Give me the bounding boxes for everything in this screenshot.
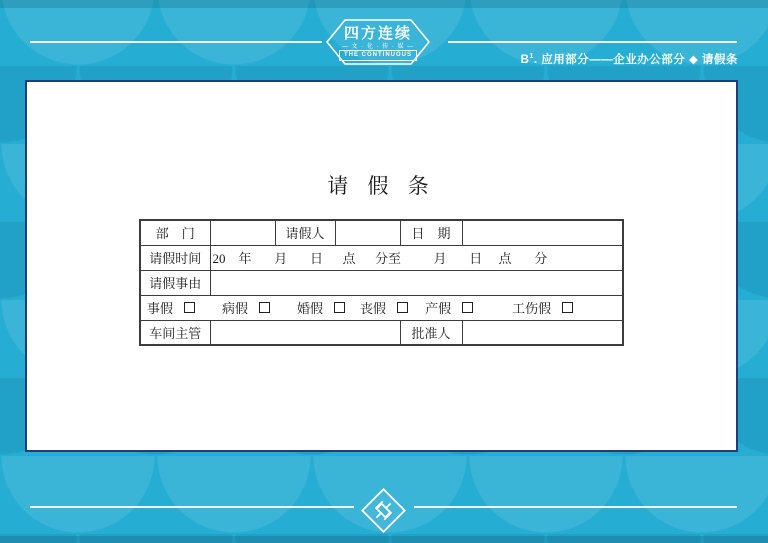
brand-title: 四方连续	[343, 25, 412, 42]
leave-type-bereavement-label: 丧假	[360, 301, 387, 316]
leave-reason-input-cell[interactable]	[210, 270, 623, 295]
breadcrumb-superscript: 1	[529, 53, 534, 61]
bottom-edge-strip	[0, 536, 768, 543]
footer-divider-left	[30, 506, 354, 508]
table-row	[140, 270, 623, 295]
supervisor-label: 车间主管	[140, 320, 210, 345]
dept-label: 部 门	[140, 220, 210, 245]
footer-diamond-logo	[360, 487, 407, 534]
leave-type-personal-label: 事假	[147, 301, 174, 316]
leave-reason-label: 请假事由	[140, 270, 210, 295]
leave-type-maternity-label: 产假	[425, 301, 452, 316]
table-row	[140, 320, 623, 345]
checkbox-maternity[interactable]	[462, 302, 473, 313]
header-divider-right	[448, 41, 737, 43]
requester-label: 请假人	[275, 220, 335, 245]
requester-input-cell[interactable]	[335, 220, 400, 245]
leave-type-cell	[140, 295, 623, 320]
supervisor-input-cell[interactable]	[210, 320, 400, 345]
checkbox-sick[interactable]	[259, 302, 270, 313]
leave-type-item	[147, 298, 195, 317]
checkbox-personal[interactable]	[184, 302, 195, 313]
leave-type-sick-label: 病假	[222, 301, 249, 316]
breadcrumb-text: . 应用部分——企业办公部分 ◆ 请假条	[533, 54, 738, 66]
content-panel	[25, 80, 738, 452]
form-title: 请 假 条	[327, 174, 436, 198]
leave-type-item	[425, 298, 473, 317]
leave-type-item	[512, 298, 573, 317]
leave-type-work-injury-label: 工伤假	[512, 301, 552, 316]
leave-type-item	[360, 298, 408, 317]
leave-time-label: 请假时间	[140, 245, 210, 270]
brand-tagline: THE CONTINUOUS	[339, 50, 417, 61]
checkbox-work-injury[interactable]	[562, 302, 573, 313]
breadcrumb	[521, 51, 738, 67]
table-row	[140, 220, 623, 245]
checkbox-bereavement[interactable]	[397, 302, 408, 313]
date-input-cell[interactable]	[462, 220, 623, 245]
dept-input-cell[interactable]	[210, 220, 275, 245]
diamond-maze-icon	[360, 487, 407, 534]
table-row	[140, 295, 623, 320]
top-edge-strip	[0, 0, 768, 8]
date-label: 日 期	[400, 220, 462, 245]
checkbox-marriage[interactable]	[334, 302, 345, 313]
leave-type-item	[222, 298, 270, 317]
table-row	[140, 245, 623, 270]
header-divider-left	[30, 41, 322, 43]
brand-logo	[326, 19, 430, 65]
brand-subtitle: — 文 · 化 · 传 · 媒 —	[341, 44, 415, 50]
approver-input-cell[interactable]	[462, 320, 623, 345]
breadcrumb-prefix: B	[520, 54, 530, 66]
approver-label: 批准人	[400, 320, 462, 345]
footer-divider-right	[414, 506, 737, 508]
leave-time-input-cell[interactable]: 20 年 月 日 点 分至 月 日 点 分	[210, 245, 623, 270]
leave-type-marriage-label: 婚假	[297, 301, 324, 316]
leave-type-item	[297, 298, 345, 317]
leave-form-table	[139, 219, 624, 346]
